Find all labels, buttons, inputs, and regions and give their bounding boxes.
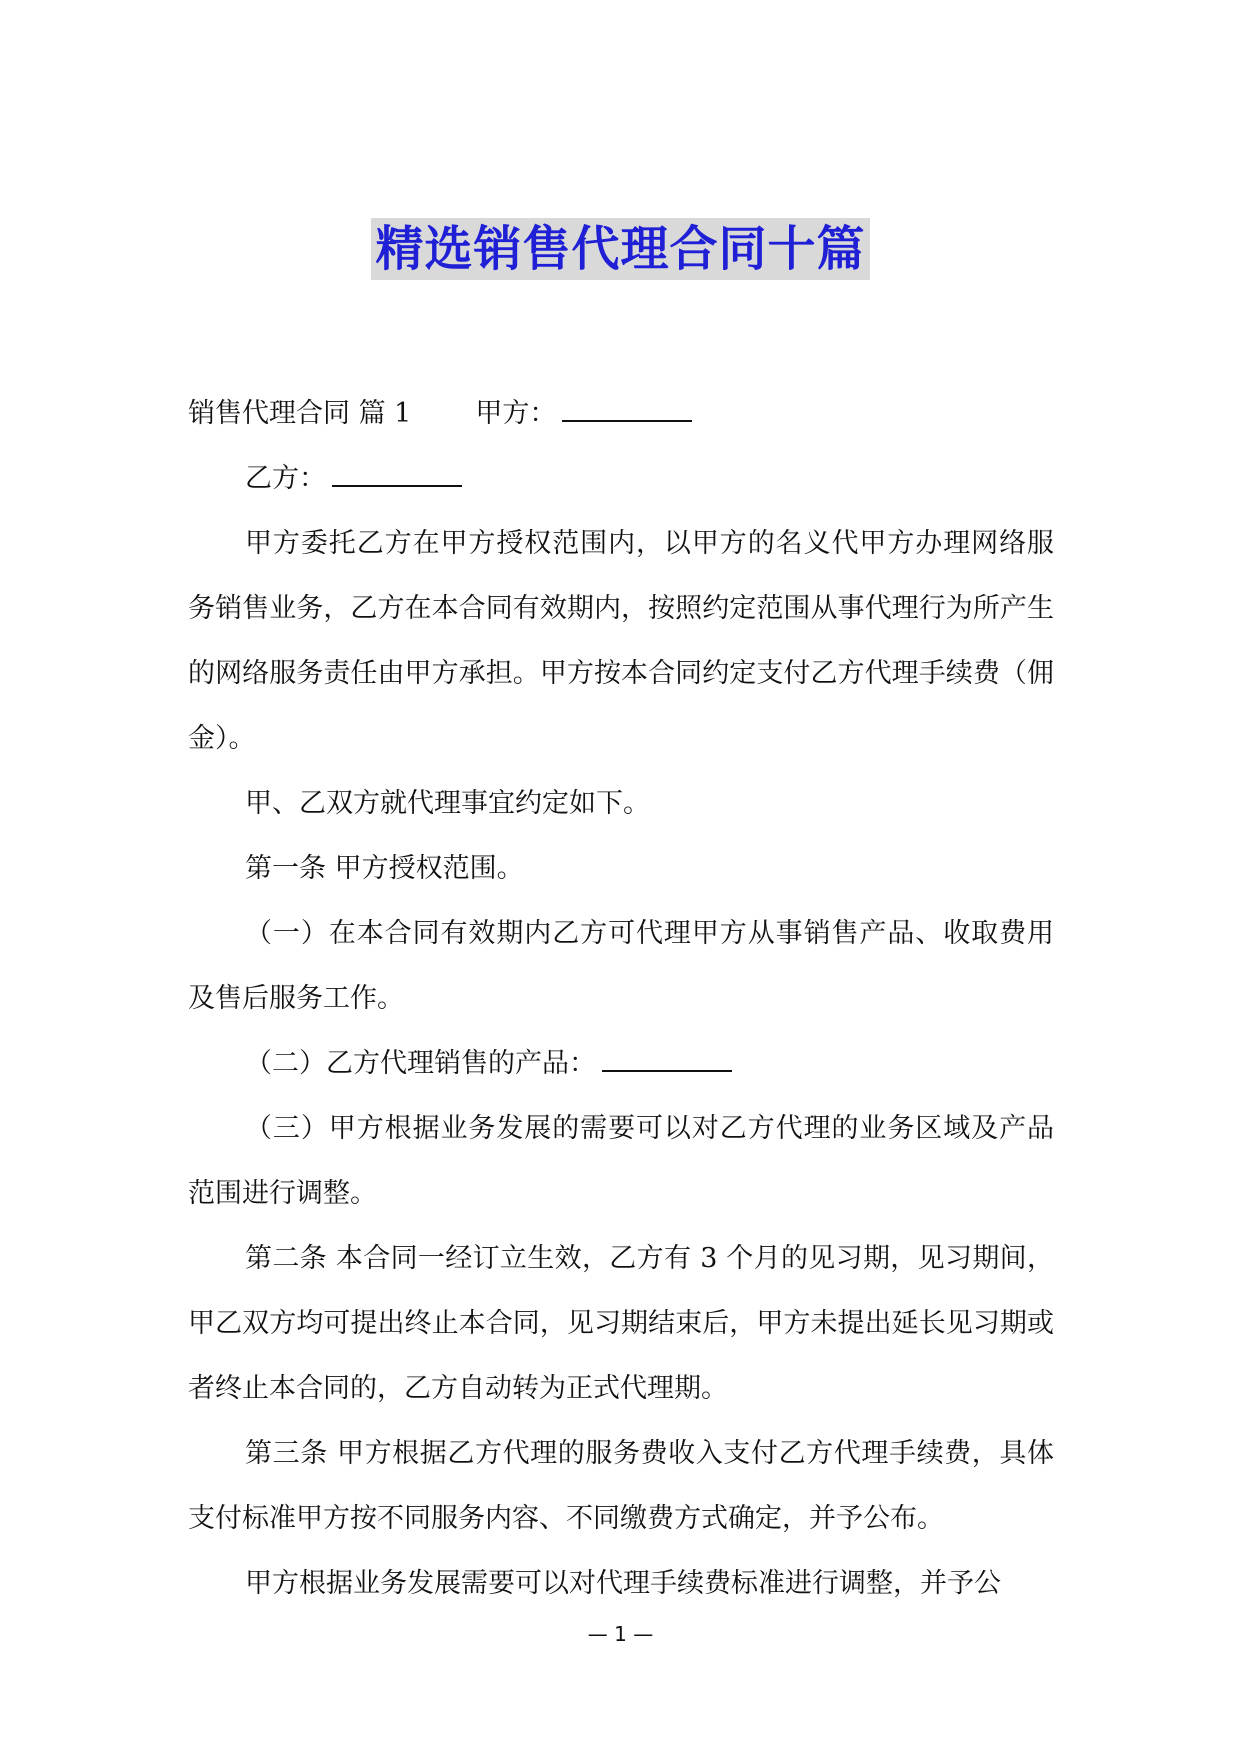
article-one-item-one: （一）在本合同有效期内乙方可代理甲方从事销售产品、收取费用及售后服务工作。	[188, 918, 1054, 1014]
party-b-blank	[332, 461, 462, 487]
contract-heading: 销售代理合同 篇 1	[188, 398, 412, 429]
article-three: 第三条 甲方根据乙方代理的服务费收入支付乙方代理手续费，具体支付标准甲方按不同服务内容、不同缴费方式确定，并予公布。	[188, 1438, 1054, 1534]
party-a-label: 甲方：	[475, 398, 557, 429]
item-two-label: （二）乙方代理销售的产品：	[245, 1048, 596, 1079]
header-line	[188, 381, 1054, 446]
article-one-item-three: （三）甲方根据业务发展的需要可以对乙方代理的业务区域及产品范围进行调整。	[188, 1113, 1054, 1209]
article-one-item-two	[188, 1031, 1054, 1096]
article-one-heading: 第一条 甲方授权范围。	[245, 853, 524, 884]
product-blank	[602, 1046, 732, 1072]
article-two: 第二条 本合同一经订立生效，乙方有 3 个月的见习期，见习期间，甲乙双方均可提出终止本合同，见习期结束后，甲方未提出延长见习期或者终止本合同的，乙方自动转为正式代理期。	[188, 1243, 1054, 1404]
article-three-continued: 甲方根据业务发展需要可以对代理手续费标准进行调整，并予公	[245, 1568, 1001, 1599]
party-b-line	[188, 446, 1054, 511]
page-number: — 1 —	[587, 1622, 654, 1646]
party-b-label: 乙方：	[245, 463, 326, 494]
paragraph-agreement: 甲、乙双方就代理事宜约定如下。	[245, 788, 650, 819]
document-title: 精选销售代理合同十篇	[371, 218, 869, 280]
title-container	[0, 218, 1241, 280]
paragraph-intro: 甲方委托乙方在甲方授权范围内，以甲方的名义代甲方办理网络服务销售业务，乙方在本合同有效期内，按照约定范围从事代理行为所产生的网络服务责任由甲方承担。甲方按本合同约定支付乙方代理手续费（佣金）。	[188, 528, 1054, 754]
party-a-blank	[562, 396, 692, 422]
document-body	[188, 381, 1054, 1616]
